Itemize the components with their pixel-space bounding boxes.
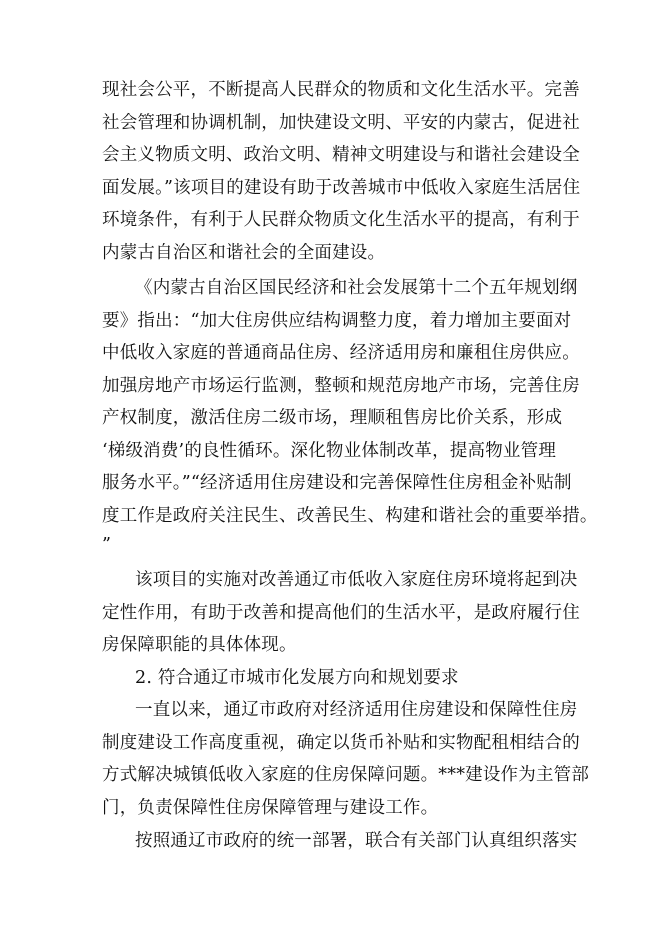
text-line: 服务水平。”“经济适用住房建设和完善保障性住房租金补贴制 (102, 473, 572, 493)
text-line: 方式解决城镇低收入家庭的住房保障问题。***建设作为主管部 (102, 765, 590, 785)
text-line: 现社会公平，不断提高人民群众的物质和文化生活水平。完善 (102, 80, 580, 100)
text-line: 《内蒙古自治区国民经济和社会发展第十二个五年规划纲 (135, 278, 578, 298)
text-line: 度工作是政府关注民生、改善民生、构建和谐社会的重要举措。 (102, 506, 598, 526)
text-line: 制度建设工作高度重视，确定以货币补贴和实物配租相结合的 (102, 733, 580, 753)
text-line: 产权制度，激活住房二级市场，理顺租售房比价关系，形成 (102, 408, 563, 428)
text-line: 加强房地产市场运行监测，整顿和规范房地产市场，完善住房 (102, 376, 580, 396)
text-line: ‘梯级消费’的良性循环。深化物业体制改革，提高物业管理 (102, 441, 557, 461)
text-line: 一直以来，通辽市政府对经济适用住房建设和保障性住房 (135, 700, 578, 720)
text-line: 按照通辽市政府的统一部署，联合有关部门认真组织落实 (135, 831, 578, 851)
text-line: 会主义物质文明、政治文明、精神文明建设与和谐社会建设全 (102, 145, 580, 165)
text-line: 房保障职能的具体体现。 (102, 635, 297, 655)
text-line: 定性作用，有助于改善和提高他们的生活水平，是政府履行住 (102, 603, 580, 623)
section-heading: 2. 符合通辽市城市化发展方向和规划要求 (135, 668, 459, 688)
text-line: 内蒙古自治区和谐社会的全面建设。 (102, 243, 386, 263)
text-line: 环境条件，有利于人民群众物质文化生活水平的提高，有利于 (102, 210, 580, 230)
text-line: 该项目的实施对改善通辽市低收入家庭住房环境将起到决 (135, 570, 578, 590)
text-line: 面发展。”该项目的建设有助于改善城市中低收入家庭生活居住 (102, 178, 581, 198)
text-line: 中低收入家庭的普通商品住房、经济适用房和廉租住房供应。 (102, 343, 580, 363)
text-line: 要》指出：“加大住房供应结构调整力度，着力增加主要面对 (102, 311, 572, 331)
text-line: 社会管理和协调机制，加快建设文明、平安的内蒙古，促进社 (102, 113, 580, 133)
text-line: ” (102, 535, 112, 555)
text-line: 门，负责保障性住房保障管理与建设工作。 (102, 798, 439, 818)
